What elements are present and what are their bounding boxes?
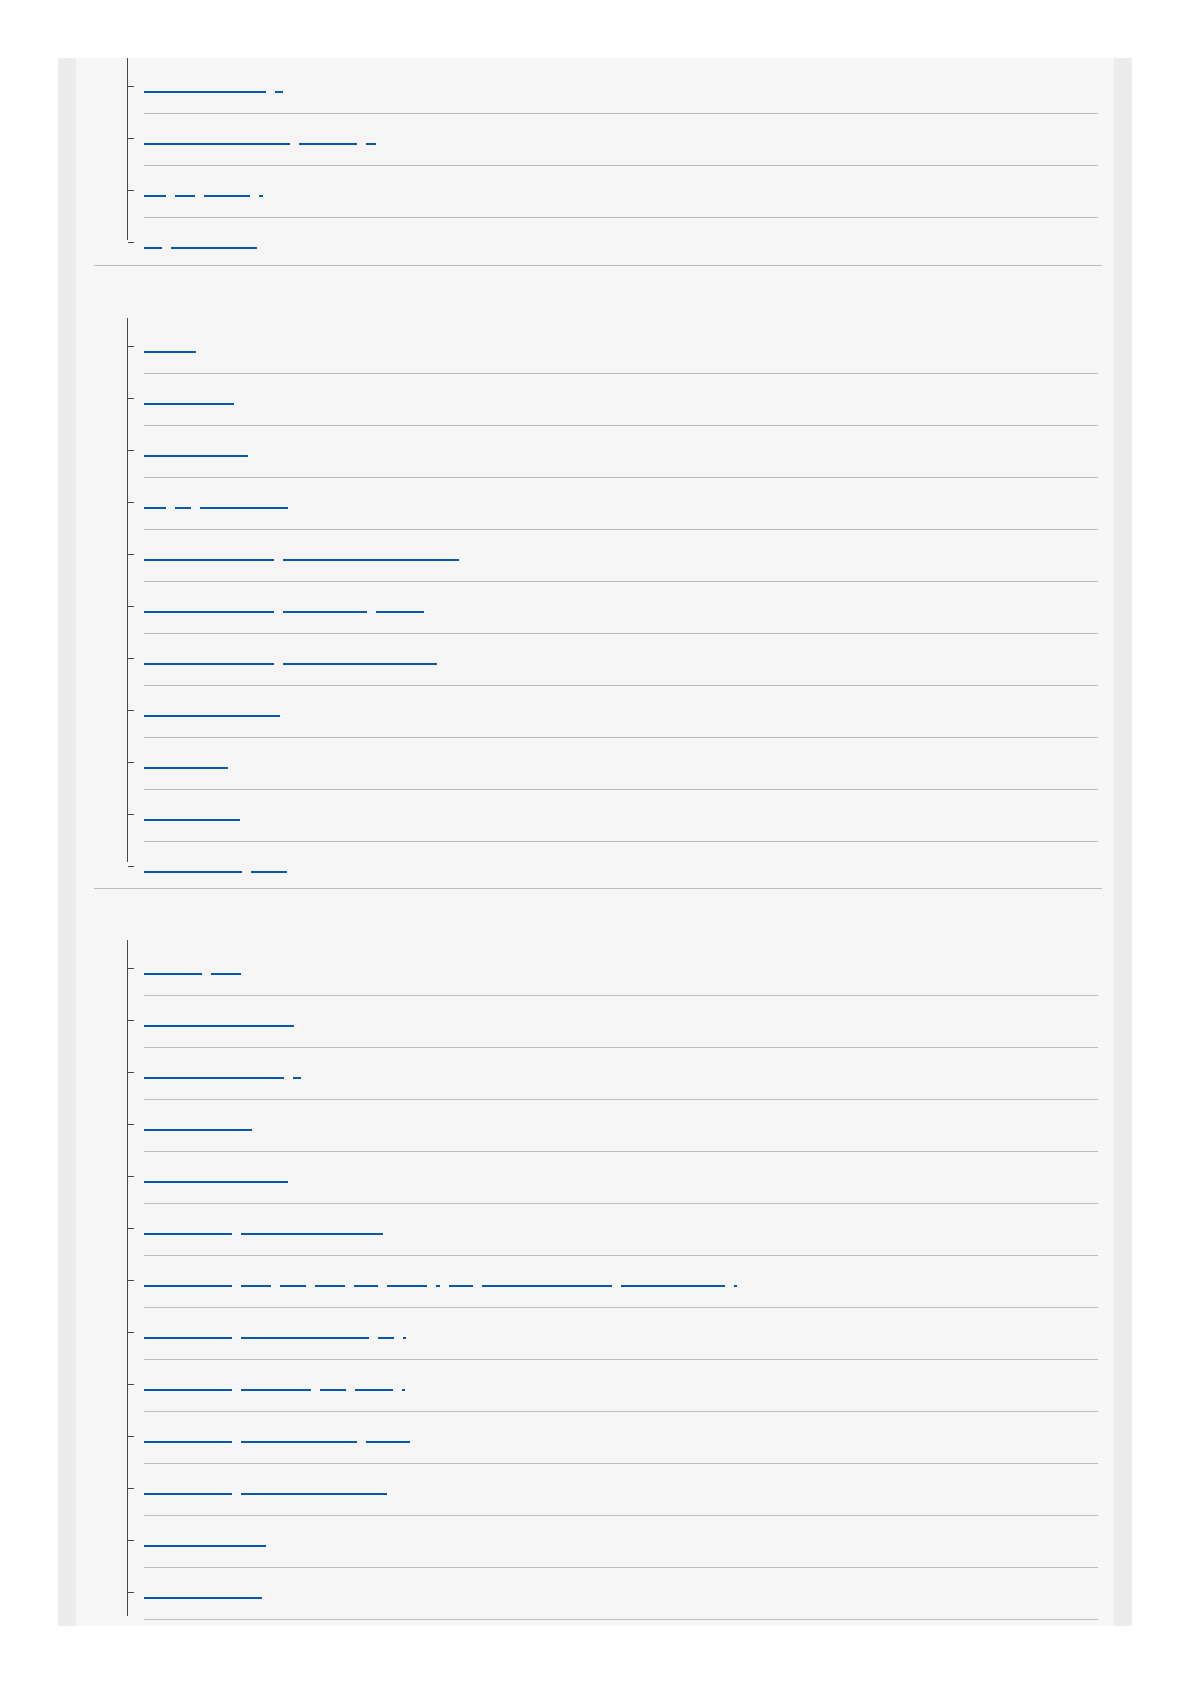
tree-branch-marker — [128, 968, 134, 969]
tree-branch-marker — [128, 242, 134, 243]
topic-link[interactable] — [144, 79, 283, 93]
topic-link[interactable] — [144, 235, 257, 249]
topic-link[interactable] — [144, 1325, 406, 1339]
topic-link[interactable] — [144, 755, 228, 769]
topic-link[interactable] — [144, 807, 240, 821]
list-item[interactable] — [144, 218, 1098, 270]
list-item[interactable] — [144, 1152, 1098, 1204]
topic-link[interactable] — [144, 495, 288, 509]
topic-link[interactable] — [144, 547, 459, 561]
topic-link[interactable] — [144, 1377, 405, 1391]
topic-link[interactable] — [144, 599, 424, 613]
topic-link[interactable] — [144, 1117, 252, 1131]
topic-link[interactable] — [144, 1585, 262, 1599]
list-item[interactable] — [144, 738, 1098, 790]
section-divider — [94, 265, 1102, 266]
row-divider — [144, 1619, 1098, 1620]
topic-link[interactable] — [144, 1169, 288, 1183]
tree-branch-marker — [128, 658, 134, 659]
topic-link[interactable] — [144, 131, 376, 145]
tree-branch-marker — [128, 1280, 134, 1281]
list-item[interactable] — [144, 1516, 1098, 1568]
topic-link[interactable] — [144, 1429, 410, 1443]
tree-branch-marker — [128, 450, 134, 451]
list-item[interactable] — [144, 1308, 1098, 1360]
tree-branch-marker — [128, 866, 134, 867]
list-item[interactable] — [144, 166, 1098, 218]
tree-branch-marker — [128, 710, 134, 711]
list-item[interactable] — [144, 1256, 1098, 1308]
tree-branch-marker — [128, 138, 134, 139]
topic-link[interactable] — [144, 1221, 383, 1235]
list-item[interactable] — [144, 478, 1098, 530]
tree-branch-marker — [128, 1124, 134, 1125]
tree-branch-marker — [128, 762, 134, 763]
tree-line-section-3 — [127, 940, 128, 1616]
list-item[interactable] — [144, 1048, 1098, 1100]
tree-branch-marker — [128, 346, 134, 347]
tree-branch-marker — [128, 1228, 134, 1229]
tree-branch-marker — [128, 190, 134, 191]
tree-branch-marker — [128, 1176, 134, 1177]
tree-branch-marker — [128, 398, 134, 399]
topic-link[interactable] — [144, 1065, 301, 1079]
tree-branch-marker — [128, 814, 134, 815]
topic-link[interactable] — [144, 1013, 294, 1027]
section-divider — [94, 888, 1102, 889]
topic-link[interactable] — [144, 183, 263, 197]
tree-branch-marker — [128, 1488, 134, 1489]
list-item[interactable] — [144, 426, 1098, 478]
list-item[interactable] — [144, 1100, 1098, 1152]
topic-link[interactable] — [144, 391, 234, 405]
topic-link[interactable] — [144, 1273, 737, 1287]
list-item[interactable] — [144, 1568, 1098, 1620]
topic-link[interactable] — [144, 1533, 266, 1547]
topic-link[interactable] — [144, 1481, 387, 1495]
tree-branch-marker — [128, 502, 134, 503]
topic-link[interactable] — [144, 859, 287, 873]
list-item[interactable] — [144, 114, 1098, 166]
list-item[interactable] — [144, 842, 1098, 894]
tree-branch-marker — [128, 606, 134, 607]
list-item[interactable] — [144, 686, 1098, 738]
topic-link[interactable] — [144, 443, 248, 457]
list-item[interactable] — [144, 62, 1098, 114]
list-item[interactable] — [144, 1204, 1098, 1256]
tree-branch-marker — [128, 1540, 134, 1541]
topic-link[interactable] — [144, 651, 437, 665]
tree-branch-marker — [128, 1436, 134, 1437]
list-item[interactable] — [144, 634, 1098, 686]
list-item[interactable] — [144, 582, 1098, 634]
tree-branch-marker — [128, 554, 134, 555]
tree-branch-marker — [128, 86, 134, 87]
list-item[interactable] — [144, 944, 1098, 996]
topic-link[interactable] — [144, 703, 280, 717]
list-item[interactable] — [144, 322, 1098, 374]
list-item[interactable] — [144, 374, 1098, 426]
topic-link[interactable] — [144, 339, 196, 353]
list-item[interactable] — [144, 530, 1098, 582]
tree-line-section-2 — [127, 318, 128, 862]
list-item[interactable] — [144, 1464, 1098, 1516]
tree-branch-marker — [128, 1072, 134, 1073]
list-item[interactable] — [144, 790, 1098, 842]
tree-branch-marker — [128, 1332, 134, 1333]
tree-branch-marker — [128, 1592, 134, 1593]
list-item[interactable] — [144, 1412, 1098, 1464]
topic-link[interactable] — [144, 961, 241, 975]
list-item[interactable] — [144, 1360, 1098, 1412]
tree-branch-marker — [128, 1384, 134, 1385]
list-item[interactable] — [144, 996, 1098, 1048]
tree-branch-marker — [128, 1020, 134, 1021]
